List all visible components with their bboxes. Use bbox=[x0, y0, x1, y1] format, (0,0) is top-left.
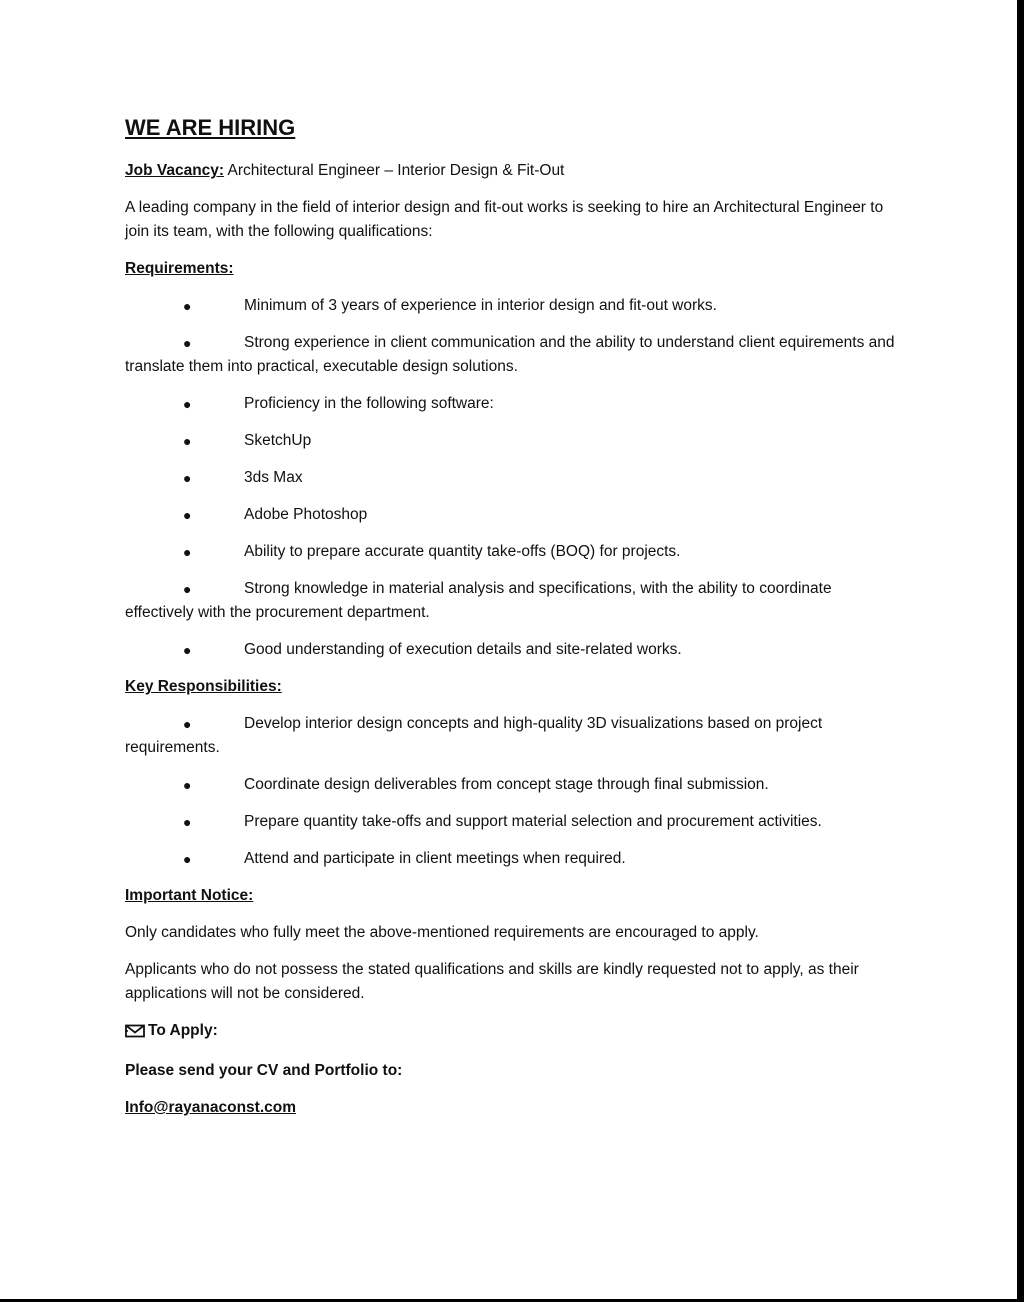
bullet-icon: ● bbox=[183, 507, 192, 523]
requirements-heading: Requirements: bbox=[125, 260, 234, 277]
bullet-icon: ● bbox=[183, 642, 192, 658]
notice-paragraph: Only candidates who fully meet the above-mentioned requirements are encouraged to apply. bbox=[125, 924, 759, 941]
requirement-item: ● Ability to prepare accurate quantity take-offs (BOQ) for projects. bbox=[125, 540, 895, 564]
bullet-icon: ● bbox=[183, 335, 192, 351]
requirement-item: ● SketchUp bbox=[125, 429, 895, 453]
bullet-icon: ● bbox=[183, 716, 192, 732]
bullet-icon: ● bbox=[183, 470, 192, 486]
responsibility-item: ● Prepare quantity take-offs and support material selection and procurement activities. bbox=[125, 810, 895, 834]
job-vacancy-line bbox=[125, 159, 895, 183]
requirement-item: ● Minimum of 3 years of experience in interior design and fit-out works. bbox=[125, 294, 895, 318]
page-title: WE ARE HIRING bbox=[125, 115, 296, 140]
requirement-item: ● 3ds Max bbox=[125, 466, 895, 490]
bullet-icon: ● bbox=[183, 581, 192, 597]
email-line bbox=[125, 1096, 895, 1120]
requirement-item: ● Proficiency in the following software: bbox=[125, 392, 895, 416]
bullet-icon: ● bbox=[183, 814, 192, 830]
bullet-icon: ● bbox=[183, 433, 192, 449]
bullet-icon: ● bbox=[183, 777, 192, 793]
apply-instruction: Please send your CV and Portfolio to: bbox=[125, 1062, 403, 1079]
requirement-item: ● Adobe Photoshop bbox=[125, 503, 895, 527]
notice-heading: Important Notice: bbox=[125, 887, 254, 904]
requirement-item: ● Strong knowledge in material analysis and specifications, with the ability to coordinate effectively with the procurement department. bbox=[125, 577, 895, 625]
bullet-icon: ● bbox=[183, 544, 192, 560]
responsibility-item: ● Coordinate design deliverables from concept stage through final submission. bbox=[125, 773, 895, 797]
bullet-icon: ● bbox=[183, 851, 192, 867]
notice-paragraph: Applicants who do not possess the stated qualifications and skills are kindly requested not to apply, as their applications will not be considered. bbox=[125, 961, 859, 1002]
job-vacancy-value: Architectural Engineer – Interior Design & Fit-Out bbox=[224, 162, 565, 179]
requirement-item: ● Good understanding of execution details and site-related works. bbox=[125, 638, 895, 662]
responsibility-item: ● Develop interior design concepts and high-quality 3D visualizations based on project requirements. bbox=[125, 712, 895, 760]
intro-paragraph: A leading company in the field of interior design and fit-out works is seeking to hire an Architectural Engineer to join its team, with the following qualifications: bbox=[125, 199, 884, 240]
apply-line bbox=[125, 1019, 895, 1046]
document-content bbox=[125, 113, 895, 1133]
email-link[interactable]: Info@rayanaconst.com bbox=[125, 1099, 297, 1116]
bullet-icon: ● bbox=[183, 298, 192, 314]
responsibilities-heading: Key Responsibilities: bbox=[125, 678, 282, 695]
requirement-item: ● Strong experience in client communication and the ability to understand client equirements and translate them into practical, executable design solutions. bbox=[125, 331, 895, 379]
apply-label: To Apply: bbox=[148, 1022, 218, 1039]
job-vacancy-label: Job Vacancy: bbox=[125, 162, 225, 179]
responsibility-item: ● Attend and participate in client meetings when required. bbox=[125, 847, 895, 871]
bullet-icon: ● bbox=[183, 396, 192, 412]
envelope-icon bbox=[125, 1022, 145, 1046]
